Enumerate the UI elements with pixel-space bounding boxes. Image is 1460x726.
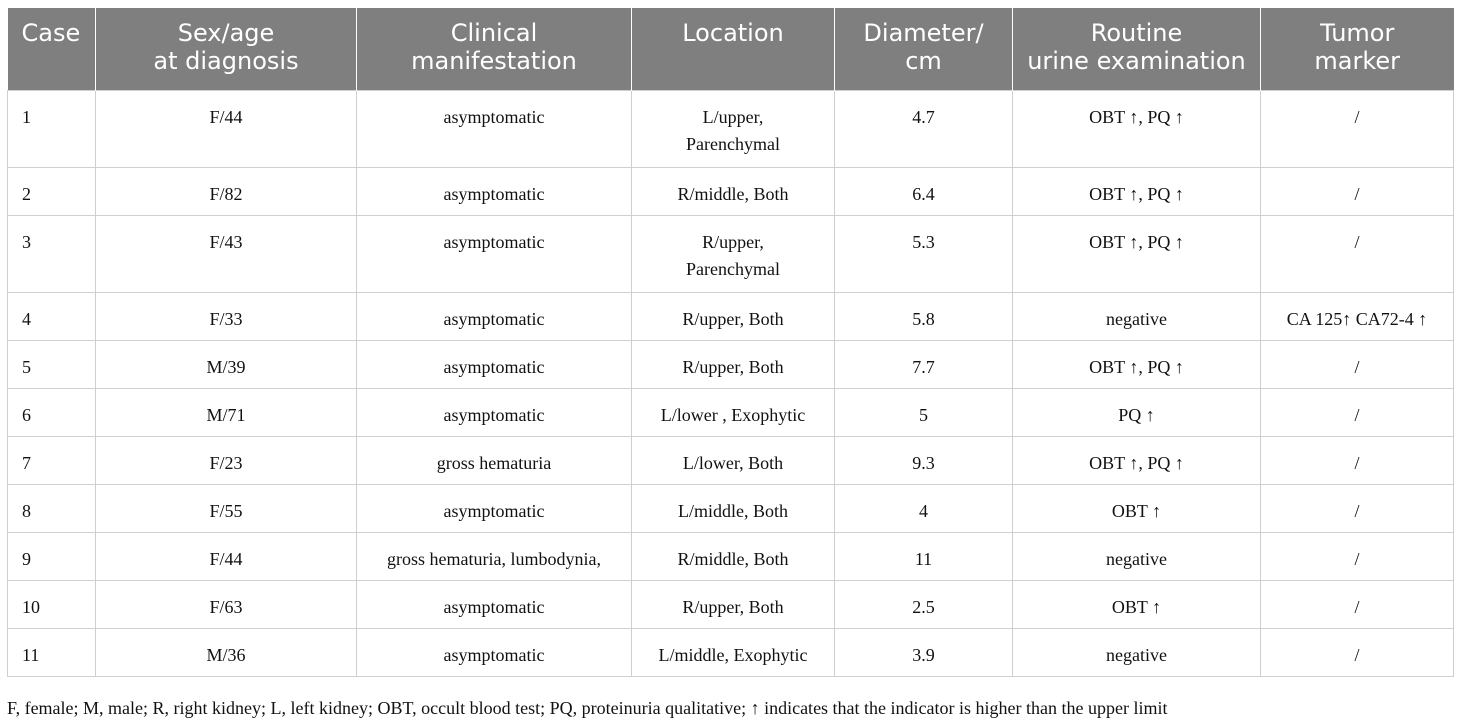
cell-sex-age: F/44 bbox=[96, 90, 357, 167]
header-row bbox=[8, 8, 1454, 90]
cell-location bbox=[632, 340, 835, 388]
cell-line: R/upper, Both bbox=[682, 596, 784, 617]
cell-sex-age: M/71 bbox=[96, 388, 357, 436]
table-row bbox=[8, 628, 1454, 676]
cell-urine: OBT ↑, PQ ↑ bbox=[1013, 90, 1261, 167]
header-diameter bbox=[835, 8, 1013, 90]
header-line: Location bbox=[682, 19, 784, 47]
cell-diameter: 3.9 bbox=[835, 628, 1013, 676]
header-line: Sex/age bbox=[177, 19, 275, 47]
header-line: Routine bbox=[1090, 19, 1183, 47]
table-row bbox=[8, 292, 1454, 340]
cell-marker: / bbox=[1261, 340, 1454, 388]
cell-case: 5 bbox=[8, 340, 96, 388]
header-line: Clinical bbox=[450, 19, 538, 47]
header-line: manifestation bbox=[411, 47, 577, 75]
cell-urine: negative bbox=[1013, 628, 1261, 676]
table-row bbox=[8, 484, 1454, 532]
cell-location bbox=[632, 484, 835, 532]
cell-marker: / bbox=[1261, 628, 1454, 676]
cell-diameter: 6.4 bbox=[835, 167, 1013, 215]
cell-sex-age: F/43 bbox=[96, 215, 357, 292]
cell-urine: negative bbox=[1013, 532, 1261, 580]
cell-diameter: 5.8 bbox=[835, 292, 1013, 340]
cell-urine: OBT ↑, PQ ↑ bbox=[1013, 436, 1261, 484]
cell-case: 2 bbox=[8, 167, 96, 215]
header-line: Case bbox=[21, 19, 81, 47]
table-row bbox=[8, 90, 1454, 167]
header-line: urine examination bbox=[1027, 47, 1246, 75]
table-row bbox=[8, 580, 1454, 628]
cell-diameter: 5.3 bbox=[835, 215, 1013, 292]
cell-urine: PQ ↑ bbox=[1013, 388, 1261, 436]
cell-clinical: asymptomatic bbox=[357, 484, 632, 532]
cell-case: 11 bbox=[8, 628, 96, 676]
cell-case: 7 bbox=[8, 436, 96, 484]
cell-line: L/lower , Exophytic bbox=[660, 404, 806, 425]
patient-table bbox=[7, 8, 1454, 677]
table-row bbox=[8, 532, 1454, 580]
cell-marker: / bbox=[1261, 436, 1454, 484]
cell-case: 3 bbox=[8, 215, 96, 292]
cell-sex-age: F/82 bbox=[96, 167, 357, 215]
cell-marker: CA 125↑ CA72-4 ↑ bbox=[1261, 292, 1454, 340]
cell-sex-age: F/63 bbox=[96, 580, 357, 628]
cell-line: R/upper, bbox=[702, 231, 764, 252]
cell-clinical: asymptomatic bbox=[357, 628, 632, 676]
cell-diameter: 2.5 bbox=[835, 580, 1013, 628]
cell-urine: OBT ↑ bbox=[1013, 580, 1261, 628]
cell-marker: / bbox=[1261, 388, 1454, 436]
cell-sex-age: F/33 bbox=[96, 292, 357, 340]
cell-clinical: asymptomatic bbox=[357, 388, 632, 436]
cell-urine: OBT ↑ bbox=[1013, 484, 1261, 532]
cell-urine: OBT ↑, PQ ↑ bbox=[1013, 340, 1261, 388]
cell-case: 6 bbox=[8, 388, 96, 436]
cell-location bbox=[632, 292, 835, 340]
cell-sex-age: F/44 bbox=[96, 532, 357, 580]
cell-line: L/upper, bbox=[702, 106, 764, 127]
cell-clinical: asymptomatic bbox=[357, 90, 632, 167]
cell-location bbox=[632, 90, 835, 167]
table-row bbox=[8, 388, 1454, 436]
cell-line: L/middle, Both bbox=[678, 500, 788, 521]
cell-case: 1 bbox=[8, 90, 96, 167]
cell-line: R/middle, Both bbox=[677, 183, 789, 204]
cell-clinical: gross hematuria bbox=[357, 436, 632, 484]
cell-location bbox=[632, 580, 835, 628]
cell-diameter: 4.7 bbox=[835, 90, 1013, 167]
cell-diameter: 11 bbox=[835, 532, 1013, 580]
cell-diameter: 5 bbox=[835, 388, 1013, 436]
header-case bbox=[8, 8, 96, 90]
cell-line: R/upper, Both bbox=[682, 308, 784, 329]
cell-location bbox=[632, 628, 835, 676]
table-container bbox=[7, 8, 1453, 677]
cell-marker: / bbox=[1261, 90, 1454, 167]
cell-line: R/middle, Both bbox=[677, 548, 789, 569]
header-sex-age bbox=[96, 8, 357, 90]
cell-location bbox=[632, 532, 835, 580]
header-routine-urine-examination bbox=[1013, 8, 1261, 90]
cell-clinical: asymptomatic bbox=[357, 167, 632, 215]
cell-line: R/upper, Both bbox=[682, 356, 784, 377]
cell-location bbox=[632, 388, 835, 436]
cell-sex-age: M/36 bbox=[96, 628, 357, 676]
cell-clinical: gross hematuria, lumbodynia, bbox=[357, 532, 632, 580]
table-row bbox=[8, 340, 1454, 388]
cell-case: 4 bbox=[8, 292, 96, 340]
header-clinical-manifestation bbox=[357, 8, 632, 90]
cell-urine: OBT ↑, PQ ↑ bbox=[1013, 215, 1261, 292]
cell-line: Parenchymal bbox=[686, 133, 780, 154]
cell-clinical: asymptomatic bbox=[357, 340, 632, 388]
header-line: Diameter/ bbox=[863, 19, 984, 47]
cell-marker: / bbox=[1261, 580, 1454, 628]
cell-marker: / bbox=[1261, 215, 1454, 292]
header-line: cm bbox=[905, 47, 942, 75]
cell-sex-age: F/55 bbox=[96, 484, 357, 532]
table-body bbox=[8, 90, 1454, 676]
cell-clinical: asymptomatic bbox=[357, 580, 632, 628]
header-location bbox=[632, 8, 835, 90]
cell-marker: / bbox=[1261, 484, 1454, 532]
cell-clinical: asymptomatic bbox=[357, 292, 632, 340]
cell-location bbox=[632, 436, 835, 484]
header-line: Tumor bbox=[1320, 19, 1395, 47]
cell-marker: / bbox=[1261, 532, 1454, 580]
cell-line: L/lower, Both bbox=[682, 452, 784, 473]
cell-diameter: 4 bbox=[835, 484, 1013, 532]
cell-urine: negative bbox=[1013, 292, 1261, 340]
cell-case: 9 bbox=[8, 532, 96, 580]
table-row bbox=[8, 436, 1454, 484]
cell-case: 10 bbox=[8, 580, 96, 628]
cell-line: Parenchymal bbox=[686, 258, 780, 279]
header-tumor-marker bbox=[1261, 8, 1454, 90]
table-footnote: F, female; M, male; R, right kidney; L, left kidney; OBT, occult blood test; PQ, proteinuria qualitative; ↑ indicates that the indicator is higher than the upper limit bbox=[7, 698, 1168, 718]
header-line: marker bbox=[1314, 47, 1401, 75]
cell-sex-age: F/23 bbox=[96, 436, 357, 484]
header-line: at diagnosis bbox=[153, 47, 299, 75]
cell-location bbox=[632, 215, 835, 292]
cell-diameter: 7.7 bbox=[835, 340, 1013, 388]
cell-marker: / bbox=[1261, 167, 1454, 215]
table-row bbox=[8, 167, 1454, 215]
cell-location bbox=[632, 167, 835, 215]
cell-urine: OBT ↑, PQ ↑ bbox=[1013, 167, 1261, 215]
table-row bbox=[8, 215, 1454, 292]
cell-sex-age: M/39 bbox=[96, 340, 357, 388]
cell-line: L/middle, Exophytic bbox=[658, 644, 808, 665]
cell-case: 8 bbox=[8, 484, 96, 532]
cell-diameter: 9.3 bbox=[835, 436, 1013, 484]
cell-clinical: asymptomatic bbox=[357, 215, 632, 292]
